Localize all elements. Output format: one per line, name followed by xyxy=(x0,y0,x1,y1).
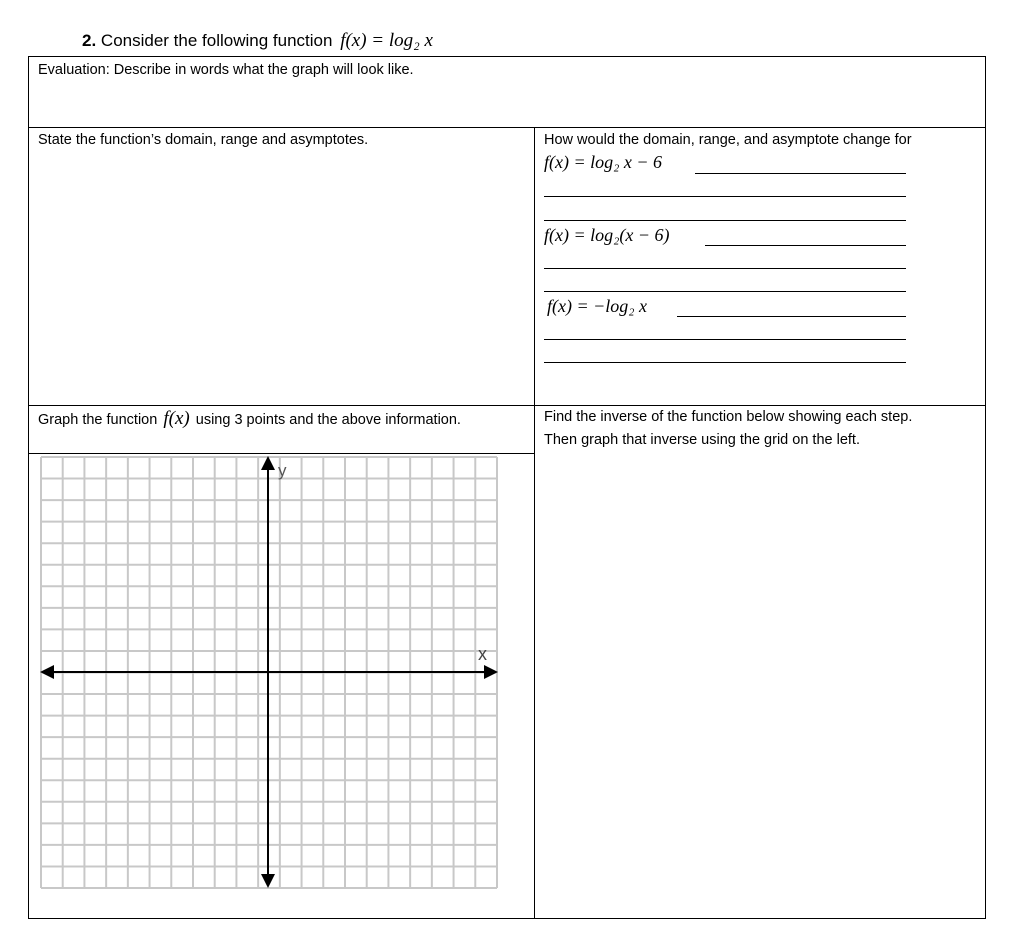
answer-line[interactable] xyxy=(544,339,906,340)
inverse-prompt-line2: Then graph that inverse using the grid on the left. xyxy=(544,432,860,448)
graph-prompt: Graph the function f(x) using 3 points and the above information. xyxy=(38,408,461,429)
answer-line[interactable] xyxy=(544,362,906,363)
question-text: Consider the following function xyxy=(100,31,333,50)
inverse-prompt-line1: Find the inverse of the function below showing each step. xyxy=(544,409,913,425)
domain-range-box[interactable] xyxy=(28,127,535,406)
question-function: f(x) = log₂ x xyxy=(340,30,433,51)
evaluation-prompt: Evaluation: Describe in words what the graph will look like. xyxy=(38,62,414,78)
change-prompt: How would the domain, range, and asymptote change for xyxy=(544,132,912,148)
answer-line[interactable] xyxy=(695,173,906,174)
question-title xyxy=(82,30,433,52)
answer-line[interactable] xyxy=(544,268,906,269)
answer-line[interactable] xyxy=(705,245,906,246)
y-axis-label: y xyxy=(278,461,287,480)
answer-line[interactable] xyxy=(677,316,906,317)
formula-shift-down: f(x) = log₂ x − 6 xyxy=(544,152,663,172)
coordinate-grid[interactable] xyxy=(38,454,500,892)
answer-line[interactable] xyxy=(544,196,906,197)
answer-line[interactable] xyxy=(544,220,906,221)
inverse-box[interactable] xyxy=(534,405,986,919)
evaluation-box[interactable] xyxy=(28,56,986,128)
x-axis-left-arrow-icon xyxy=(40,665,54,679)
y-axis-up-arrow-icon xyxy=(261,456,275,470)
question-number: 2. xyxy=(82,31,97,50)
formula-reflect: f(x) = −log₂ x xyxy=(547,296,648,316)
x-axis-right-arrow-icon xyxy=(484,665,498,679)
transformation-box xyxy=(534,127,986,406)
formula-shift-right: f(x) = log₂(x − 6) xyxy=(544,225,670,245)
domain-prompt: State the function’s domain, range and asymptotes. xyxy=(38,132,369,148)
x-axis-label: x xyxy=(478,644,487,664)
answer-line[interactable] xyxy=(544,291,906,292)
y-axis-down-arrow-icon xyxy=(261,874,275,888)
